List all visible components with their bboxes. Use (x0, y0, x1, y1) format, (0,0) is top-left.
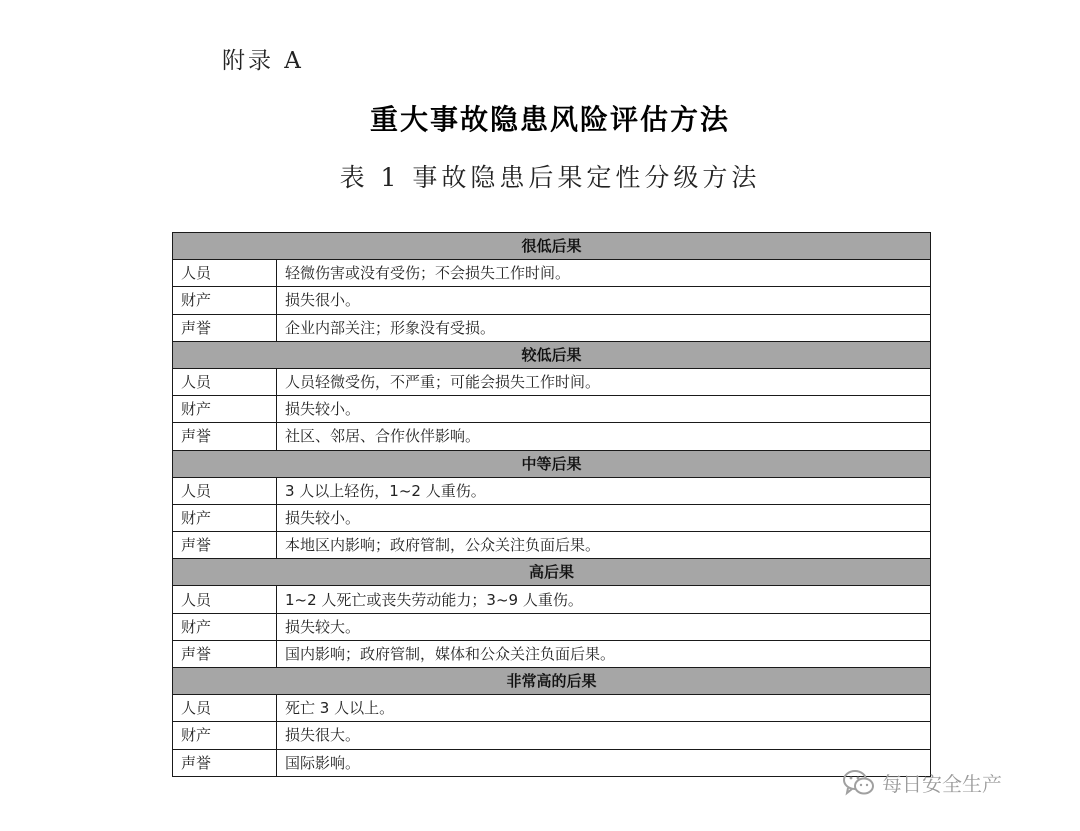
table-row (173, 314, 931, 341)
category-cell: 声誉 (173, 749, 277, 776)
level-header-row (173, 341, 931, 368)
description-cell: 企业内部关注；形象没有受损。 (277, 314, 931, 341)
level-name: 高后果 (173, 559, 931, 586)
document-title: 重大事故隐患风险评估方法 (369, 103, 730, 136)
description-cell: 轻微伤害或没有受伤；不会损失工作时间。 (277, 260, 931, 287)
description-cell: 损失很大。 (277, 722, 931, 749)
table-row (173, 586, 931, 613)
description-cell: 死亡 3 人以上。 (277, 695, 931, 722)
level-header-row (173, 668, 931, 695)
description-cell: 1~2 人死亡或丧失劳动能力；3~9 人重伤。 (277, 586, 931, 613)
category-cell: 财产 (173, 504, 277, 531)
table-row (173, 396, 931, 423)
description-cell: 损失较小。 (277, 396, 931, 423)
category-cell: 人员 (173, 260, 277, 287)
table-row (173, 749, 931, 776)
level-header-row (173, 233, 931, 260)
table-caption: 表 1 事故隐患后果定性分级方法 (339, 163, 761, 192)
category-cell: 人员 (173, 586, 277, 613)
table-row (173, 695, 931, 722)
level-header-row (173, 450, 931, 477)
description-cell: 损失较大。 (277, 613, 931, 640)
category-cell: 人员 (173, 477, 277, 504)
description-cell: 人员轻微受伤，不严重；可能会损失工作时间。 (277, 368, 931, 395)
watermark-text: 每日安全生产 (882, 772, 1002, 796)
description-cell: 国际影响。 (277, 749, 931, 776)
table-row (173, 368, 931, 395)
consequence-grading-table (172, 232, 931, 777)
table-row (173, 477, 931, 504)
level-header-row (173, 559, 931, 586)
description-cell: 损失较小。 (277, 504, 931, 531)
wechat-icon (842, 769, 876, 797)
category-cell: 声誉 (173, 532, 277, 559)
table-row (173, 640, 931, 667)
category-cell: 财产 (173, 396, 277, 423)
table-row (173, 532, 931, 559)
category-cell: 人员 (173, 695, 277, 722)
appendix-label: 附录 A (222, 48, 304, 74)
description-cell: 社区、邻居、合作伙伴影响。 (277, 423, 931, 450)
category-cell: 声誉 (173, 640, 277, 667)
level-name: 很低后果 (173, 233, 931, 260)
table-row (173, 260, 931, 287)
table-row (173, 613, 931, 640)
category-cell: 财产 (173, 613, 277, 640)
category-cell: 财产 (173, 722, 277, 749)
category-cell: 声誉 (173, 423, 277, 450)
category-cell: 声誉 (173, 314, 277, 341)
category-cell: 人员 (173, 368, 277, 395)
description-cell: 国内影响；政府管制，媒体和公众关注负面后果。 (277, 640, 931, 667)
level-name: 非常高的后果 (173, 668, 931, 695)
table-row (173, 722, 931, 749)
level-name: 中等后果 (173, 450, 931, 477)
description-cell: 3 人以上轻伤，1~2 人重伤。 (277, 477, 931, 504)
category-cell: 财产 (173, 287, 277, 314)
table-row (173, 423, 931, 450)
watermark (842, 768, 1002, 797)
description-cell: 损失很小。 (277, 287, 931, 314)
table-row (173, 287, 931, 314)
table-row (173, 504, 931, 531)
table-body (173, 233, 931, 777)
level-name: 较低后果 (173, 341, 931, 368)
description-cell: 本地区内影响；政府管制，公众关注负面后果。 (277, 532, 931, 559)
